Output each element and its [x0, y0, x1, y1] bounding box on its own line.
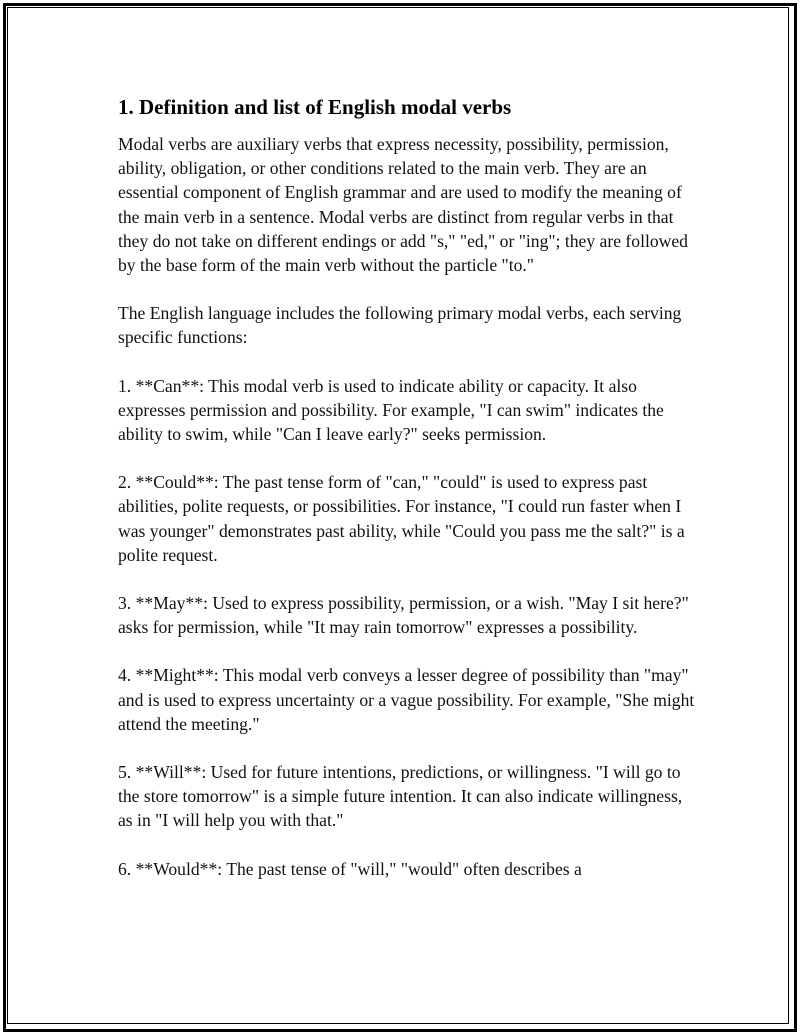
document-body — [118, 94, 698, 905]
modal-item-would: 6. **Would**: The past tense of "will," "would" often describes a — [118, 858, 582, 879]
intro-paragraph: Modal verbs are auxiliary verbs that express necessity, possibility, permission, ability, obligation, or other conditions related to the main verb. They are an essential component of English grammar and are used to modify the meaning of the main verb in a sentence. Modal verbs are distinct from regular verbs in that they do not take on different endings or add "s," "ed," or "ing"; they are followed by the base form of the main verb without the particle "to." — [118, 134, 693, 276]
modal-item-may: 3. **May**: Used to express possibility, permission, or a wish. "May I sit here?" asks for permission, while "It may rain tomorrow" expresses a possibility. — [118, 593, 694, 638]
list-intro-paragraph: The English language includes the following primary modal verbs, each serving specific functions: — [118, 303, 686, 348]
modal-item-might: 4. **Might**: This modal verb conveys a lesser degree of possibility than "may" and is used to express uncertainty or a vague possibility. For example, "She might attend the meeting." — [118, 665, 699, 734]
modal-item-will: 5. **Will**: Used for future intentions, predictions, or willingness. "I will go to the store tomorrow" is a simple future intention. It can also indicate willingness, as in "I will help you with that." — [118, 762, 687, 831]
modal-item-can: 1. **Can**: This modal verb is used to indicate ability or capacity. It also expresses permission and possibility. For example, "I can swim" indicates the ability to swim, while "Can I leave early?" seeks permission. — [118, 375, 669, 445]
modal-item-could: 2. **Could**: The past tense form of "can," "could" is used to express past abilities, polite requests, or possibilities. For instance, "I could run faster when I was younger" demonstrates past ability, while "Could you pass me the salt?" is a polite request. — [118, 472, 690, 565]
section-title: 1. Definition and list of English modal verbs — [118, 95, 512, 119]
